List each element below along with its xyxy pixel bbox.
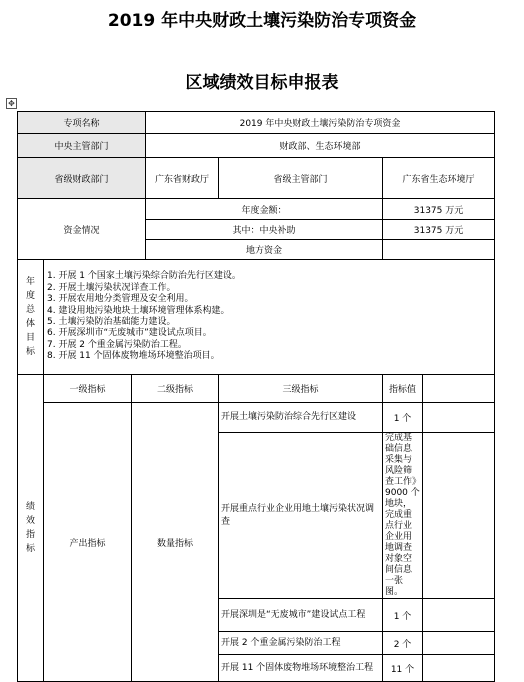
level1-output: 产出指标 (44, 403, 132, 682)
level2-quantity: 数量指标 (132, 403, 219, 682)
indicator-value: 完成基础信息采集与风险筛查工作》9000 个地块，完成重点行业企业用地调查对象空间信息一张图。 (383, 433, 423, 599)
list-item: 7. 开展 2 个重金属污染防治工程。 (47, 339, 187, 350)
list-item: 3. 开展农用地分类管理及安全利用。 (47, 294, 194, 305)
project-name-value: 2019 年中央财政土壤污染防治专项资金 (146, 112, 495, 134)
indicator-value: 1 个 (383, 599, 423, 632)
indicator-value: 2 个 (383, 632, 423, 655)
local-fund-value (383, 240, 495, 260)
central-dept-label: 中央主管部门 (18, 134, 146, 158)
central-subsidy-value: 31375 万元 (383, 220, 495, 240)
table-row: 开展重点行业企业用地土壤污染状况调查 (219, 433, 383, 599)
row-spare (423, 655, 495, 682)
list-item: 4. 建设用地污染地块土壤环境管理体系构建。 (47, 305, 230, 316)
header-level2: 二级指标 (132, 375, 219, 403)
prov-finance-value: 广东省财政厅 (146, 158, 219, 199)
list-item: 5. 土壤污染防治基础能力建设。 (47, 317, 176, 327)
row-spare (423, 433, 495, 599)
row-spare (423, 599, 495, 632)
header-spare (423, 375, 495, 403)
indicator-value: 11 个 (383, 655, 423, 682)
list-item: 6. 开展深圳市“无废城市”建设试点项目。 (47, 328, 212, 339)
performance-target-table (17, 111, 495, 682)
list-item: 2. 开展土壤污染状况详查工作。 (47, 282, 176, 293)
indicator-value: 1 个 (383, 403, 423, 433)
prov-dept-label: 省级主管部门 (219, 158, 383, 199)
table-row: 开展深圳是“无废城市”建设试点工程 (219, 599, 383, 632)
central-subsidy-label: 其中：中央补助 (146, 220, 383, 240)
annual-goal-list (44, 260, 495, 375)
row-spare (423, 403, 495, 433)
header-value: 指标值 (383, 375, 423, 403)
central-dept-value: 财政部、生态环境部 (146, 134, 495, 158)
project-name-label: 专项名称 (18, 112, 146, 134)
local-fund-label: 地方资金 (146, 240, 383, 260)
row-spare (423, 632, 495, 655)
page-title: 2019 年中央财政土壤污染防治专项资金 (107, 11, 417, 31)
table-row: 开展土壤污染防治综合先行区建设 (219, 403, 383, 433)
performance-indicator-label: 绩 效 指 标 (18, 375, 44, 682)
prov-dept-value: 广东省生态环境厅 (383, 158, 495, 199)
header-level3: 三级指标 (219, 375, 383, 403)
annual-amount-value: 31375 万元 (383, 199, 495, 220)
annual-goal-label: 年 度 总 体 目 标 (18, 260, 44, 375)
table-row: 开展 2 个重金属污染防治工程 (219, 632, 383, 655)
prov-finance-label: 省级财政部门 (18, 158, 146, 199)
table-row: 开展 11 个固体废物堆场环境整治工程 (219, 655, 383, 682)
list-item: 1. 开展 1 个国家土壤污染综合防治先行区建设。 (47, 271, 241, 282)
list-item: 8. 开展 11 个固体废物堆场环境整治项目。 (47, 351, 220, 362)
annual-amount-label: 年度金额： (146, 199, 383, 220)
header-level1: 一级指标 (44, 375, 132, 403)
table-move-handle-icon[interactable]: ✥ (6, 98, 17, 109)
fund-label: 资金情况 (18, 199, 146, 260)
page-subtitle: 区域绩效目标申报表 (185, 73, 339, 93)
